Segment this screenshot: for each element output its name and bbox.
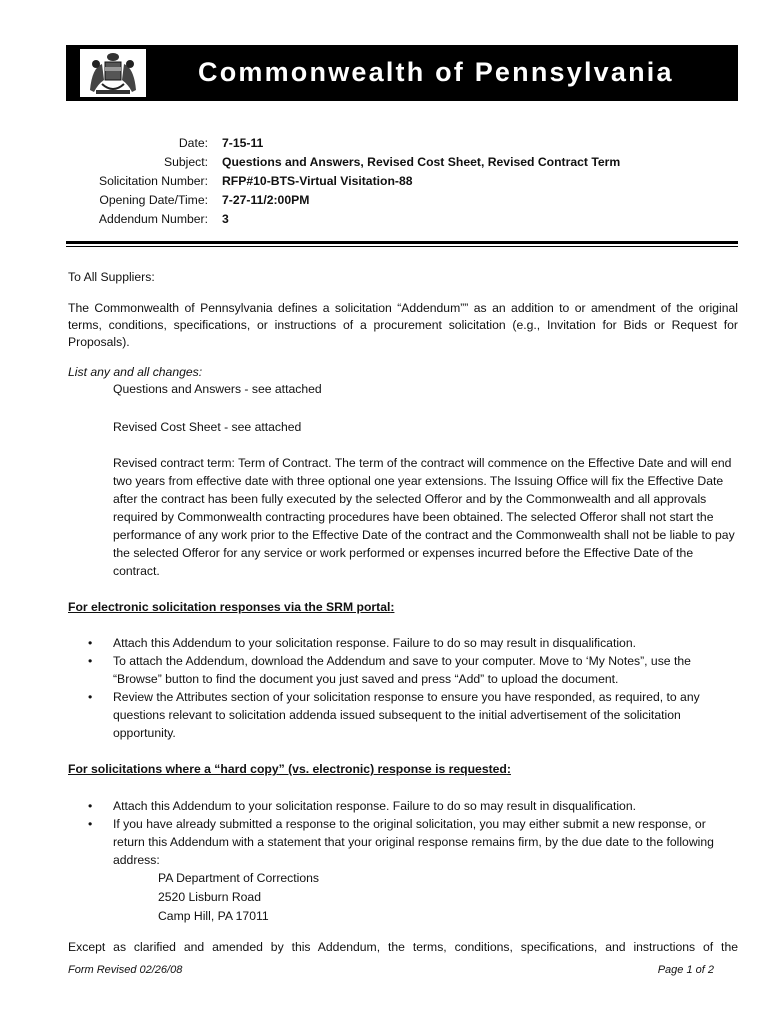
list-item-text: To attach the Addendum, download the Addendum and save to your computer. Move to ‘My Notes”, use the “Browse” button to find the document you just saved and press “Add” to upload the document. bbox=[113, 654, 691, 686]
bullet-icon: • bbox=[88, 654, 93, 668]
electronic-bullets bbox=[68, 634, 738, 742]
meta-row-subject bbox=[0, 155, 770, 174]
closing-paragraph: Except as clarified and amended by this Addendum, the terms, conditions, specifications, and instructions of the bbox=[68, 940, 738, 954]
salutation: To All Suppliers: bbox=[68, 270, 155, 284]
meta-value: 7-27-11/2:00PM bbox=[222, 193, 310, 207]
list-item-text: Review the Attributes section of your solicitation response to ensure you have responded, as required, to any questions relevant to solicitation addenda issued subsequent to the initial advertisement of the solicitation opportunity. bbox=[113, 690, 700, 740]
meta-value: 3 bbox=[222, 212, 229, 226]
address-line: PA Department of Corrections bbox=[158, 871, 319, 885]
meta-label: Addendum Number: bbox=[98, 212, 208, 226]
change-item-cost-sheet: Revised Cost Sheet - see attached bbox=[113, 420, 302, 434]
electronic-heading-text: For electronic solicitation responses via the SRM portal bbox=[68, 600, 391, 614]
list-item bbox=[68, 688, 738, 742]
hardcopy-bullets bbox=[68, 797, 738, 869]
electronic-heading bbox=[68, 600, 394, 614]
list-item bbox=[68, 815, 738, 869]
bullet-icon: • bbox=[88, 636, 93, 650]
page-number: Page 1 of 2 bbox=[657, 964, 714, 976]
intro-paragraph: The Commonwealth of Pennsylvania defines a solicitation “Addendum”” as an addition to or amendment of the original terms, conditions, specifications, or instructions of a procurement solicitation (e.g., Invitation for Bids or Request for Proposals). bbox=[68, 301, 738, 349]
meta-value: Questions and Answers, Revised Cost Sheet, Revised Contract Term bbox=[222, 155, 621, 169]
hardcopy-heading-text: For solicitations where a “hard copy” (vs. electronic) response is requested bbox=[68, 762, 507, 776]
list-item bbox=[68, 652, 738, 688]
meta-row-addendum-number bbox=[0, 212, 770, 231]
bullet-icon: • bbox=[88, 690, 93, 704]
bullet-icon: • bbox=[88, 817, 93, 831]
divider-thin bbox=[66, 246, 738, 247]
bullet-icon: • bbox=[88, 799, 93, 813]
heading-colon: : bbox=[506, 762, 511, 776]
change-item-contract-term: Revised contract term: Term of Contract. The term of the contract will commence on the Effective Date and will end two years from effective date with three optional one year extensions. The Issuing Office will fix the Effective Date after the contract has been fully executed by the selected Offeror and by the Commonwealth and all approvals required by Commonwealth contracting procedures have been obtained. The selected Offeror shall not start the performance of any work prior to the Effective Date of the contract and the Commonwealth shall not be liable to pay the selected Offeror for any service or work performed or expenses incurred before the Effective Date of the contract. bbox=[113, 456, 735, 578]
list-item-text: Attach this Addendum to your solicitation response. Failure to do so may result in disqualification. bbox=[113, 636, 636, 650]
divider-thick bbox=[66, 241, 738, 244]
meta-label: Solicitation Number: bbox=[98, 174, 208, 188]
list-item-text: Attach this Addendum to your solicitation response. Failure to do so may result in disqualification. bbox=[113, 799, 636, 813]
list-item bbox=[68, 797, 738, 815]
meta-label: Subject: bbox=[163, 155, 208, 169]
meta-label: Opening Date/Time: bbox=[99, 193, 208, 207]
address-line: Camp Hill, PA 17011 bbox=[158, 909, 269, 923]
seal-logo bbox=[80, 49, 146, 97]
meta-label: Date: bbox=[178, 136, 208, 150]
header-title: Commonwealth of Pennsylvania bbox=[198, 57, 674, 87]
meta-value: RFP#10-BTS-Virtual Visitation-88 bbox=[222, 174, 413, 188]
meta-row-solicitation-number bbox=[0, 174, 770, 193]
list-item bbox=[68, 634, 738, 652]
coat-of-arms-icon bbox=[82, 50, 144, 96]
meta-value: 7-15-11 bbox=[222, 136, 264, 150]
heading-colon: : bbox=[390, 600, 395, 614]
address-line: 2520 Lisburn Road bbox=[158, 890, 261, 904]
header-banner bbox=[66, 45, 738, 101]
hardcopy-heading bbox=[68, 762, 511, 776]
change-item-qa: Questions and Answers - see attached bbox=[113, 382, 322, 396]
meta-row-opening-date bbox=[0, 193, 770, 212]
changes-label: List any and all changes: bbox=[68, 365, 203, 379]
form-revised-note: Form Revised 02/26/08 bbox=[68, 964, 183, 976]
meta-row-date bbox=[0, 136, 770, 155]
list-item-text: If you have already submitted a response to the original solicitation, you may either submit a new response, or return this Addendum with a statement that your original response remains firm, by the due date to the following address: bbox=[113, 817, 714, 867]
